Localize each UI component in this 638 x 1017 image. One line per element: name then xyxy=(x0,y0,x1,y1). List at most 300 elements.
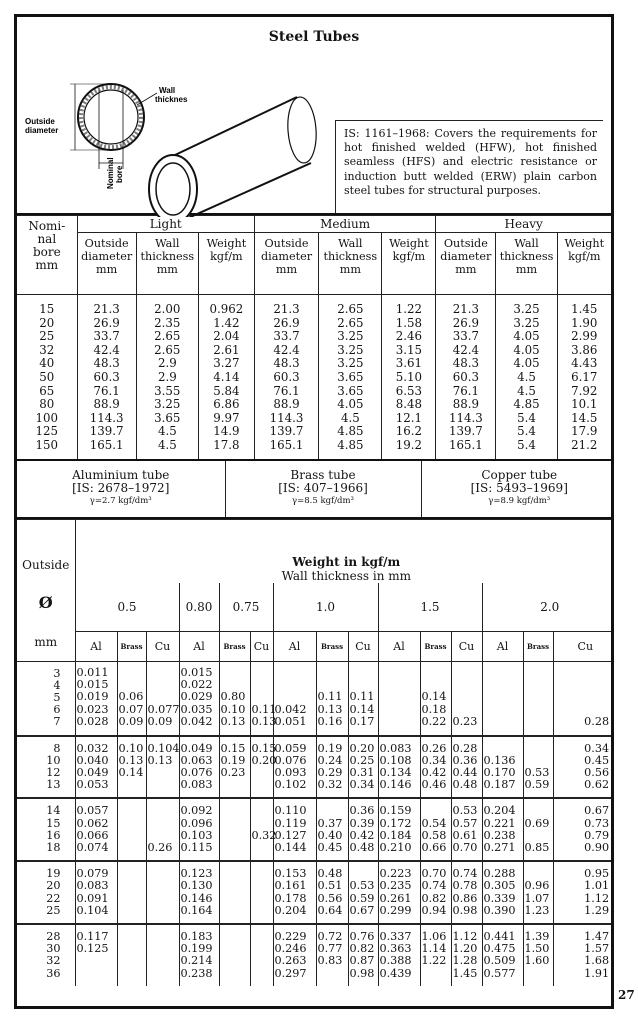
table-cell: 76.1 xyxy=(452,383,479,398)
table-cell: 0.261 xyxy=(379,891,412,905)
material-header: Brass xyxy=(219,631,250,661)
table-cell: 14.5 xyxy=(571,410,598,425)
table-cell: 30 xyxy=(46,942,61,956)
table-cell: 0.076 xyxy=(274,753,307,767)
thickness-0-75: 0.75 xyxy=(219,583,273,631)
table-cell: 1.68 xyxy=(584,954,610,968)
table-cell: 4.05 xyxy=(513,356,540,371)
table-cell xyxy=(221,905,250,917)
table-cell: 0.45 xyxy=(584,753,610,767)
table-cell: 3.25 xyxy=(154,397,181,412)
table-cell: 42.4 xyxy=(93,342,120,357)
table-cell: 19.2 xyxy=(395,437,423,452)
table-cell: 0.337 xyxy=(379,929,412,943)
table-cell: 8.48 xyxy=(395,397,423,412)
table-cell xyxy=(221,818,250,830)
table-cell xyxy=(453,667,482,679)
table-cell xyxy=(525,679,553,691)
table-cell: 0.187 xyxy=(483,778,516,792)
medium-wall-column xyxy=(319,295,382,459)
group-heavy: Heavy xyxy=(436,216,611,233)
table-cell: 1.28 xyxy=(452,954,478,968)
table-cell xyxy=(77,968,117,980)
table-cell: 0.13 xyxy=(251,714,277,728)
table-cell: 0.59 xyxy=(524,778,550,792)
table-cell: 0.204 xyxy=(483,804,516,818)
table-cell: 0.70 xyxy=(421,867,447,881)
medium-weight-column xyxy=(382,295,436,459)
copper-tube-info xyxy=(421,460,614,518)
weight-column xyxy=(75,736,117,799)
weight-column xyxy=(553,661,614,736)
weight-table-title xyxy=(75,519,614,583)
thickness-1-0: 1.0 xyxy=(273,583,378,631)
table-cell: 3.86 xyxy=(571,342,598,357)
table-cell xyxy=(484,716,523,728)
table-cell: 0.20 xyxy=(251,753,277,767)
table-cell: 3.25 xyxy=(337,356,364,371)
table-cell: 0.214 xyxy=(180,954,213,968)
table-cell: 60.3 xyxy=(452,369,479,384)
table-cell: 0.136 xyxy=(483,753,516,767)
weight-column xyxy=(451,798,482,861)
table-cell: 1.45 xyxy=(452,966,478,980)
table-cell: 0.339 xyxy=(483,891,516,905)
table-cell: 0.26 xyxy=(421,741,447,755)
table-cell: 0.16 xyxy=(317,714,343,728)
weight-column xyxy=(273,861,316,924)
table-cell: 0.42 xyxy=(421,765,447,779)
table-cell: 3.25 xyxy=(337,329,364,344)
table-cell xyxy=(252,691,273,703)
table-cell xyxy=(380,667,420,679)
table-cell: 0.61 xyxy=(452,828,478,842)
table-cell: 0.11 xyxy=(317,690,343,704)
weight-column xyxy=(523,661,553,736)
table-cell: 0.69 xyxy=(524,816,550,830)
table-cell: 5 xyxy=(53,690,61,704)
table-cell: 0.962 xyxy=(209,302,244,316)
table-cell: 0.09 xyxy=(118,714,144,728)
table-cell: 5.4 xyxy=(517,424,536,439)
nominal-bore-header: Nomi- nal bore mm xyxy=(17,216,77,295)
table-cell xyxy=(221,880,250,892)
table-cell: 0.115 xyxy=(180,840,213,854)
table-cell: 0.23 xyxy=(220,765,246,779)
table-cell: 2.46 xyxy=(395,329,423,344)
table-cell xyxy=(252,868,273,880)
table-cell: 0.509 xyxy=(483,954,516,968)
mm-label: mm xyxy=(34,634,58,649)
table-cell: 0.14 xyxy=(349,702,375,716)
table-cell: 0.09 xyxy=(147,714,173,728)
table-cell: 1.42 xyxy=(213,315,240,330)
table-cell: 2.61 xyxy=(213,342,240,357)
weight-column xyxy=(179,736,219,799)
table-cell: 8 xyxy=(53,741,61,755)
table-cell xyxy=(555,704,610,716)
material-header: Cu xyxy=(250,631,273,661)
aluminium-tube-info xyxy=(17,460,225,518)
weight-column xyxy=(451,661,482,736)
table-cell: 0.85 xyxy=(524,840,550,854)
table-cell: 12.1 xyxy=(395,410,423,425)
table-cell: 0.18 xyxy=(421,702,447,716)
weight-column xyxy=(146,861,179,924)
weight-column xyxy=(117,924,146,986)
table-cell: 139.7 xyxy=(269,424,304,439)
table-cell: 1.14 xyxy=(421,942,447,956)
table-cell: 1.23 xyxy=(524,903,550,917)
table-cell xyxy=(318,968,348,980)
table-cell: 0.79 xyxy=(584,828,610,842)
table-cell xyxy=(119,905,146,917)
weight-column xyxy=(219,736,250,799)
weight-column xyxy=(482,736,523,799)
table-cell: 0.06 xyxy=(118,690,144,704)
outside-diameter-column xyxy=(17,798,75,861)
weight-column xyxy=(117,861,146,924)
table-cell xyxy=(525,968,553,980)
table-cell xyxy=(525,743,553,755)
table-cell xyxy=(252,805,273,817)
material-header: Brass xyxy=(117,631,146,661)
weight-column xyxy=(146,736,179,799)
weight-column xyxy=(117,736,146,799)
table-cell xyxy=(148,679,179,691)
table-cell: 0.07 xyxy=(118,702,144,716)
table-cell: 0.441 xyxy=(483,929,516,943)
table-cell xyxy=(252,943,273,955)
table-cell: 0.31 xyxy=(349,765,375,779)
table-cell: 2.65 xyxy=(337,302,364,316)
table-cell: 80 xyxy=(39,397,55,412)
table-cell: 4.5 xyxy=(517,369,536,384)
metal-standard: [IS: 407–1966] xyxy=(278,481,368,496)
weight-column xyxy=(250,861,273,924)
weight-column xyxy=(75,924,117,986)
table-cell: 0.297 xyxy=(274,966,307,980)
table-cell xyxy=(221,805,250,817)
table-cell: 0.67 xyxy=(584,804,610,818)
heavy-wall-column xyxy=(496,295,557,459)
table-cell: 0.204 xyxy=(274,903,307,917)
table-cell xyxy=(525,805,553,817)
metal-standard: [IS: 2678–1972] xyxy=(72,481,170,496)
table-cell: 0.235 xyxy=(379,879,412,893)
table-cell xyxy=(148,968,179,980)
table-cell xyxy=(252,905,273,917)
table-cell: 0.238 xyxy=(180,966,213,980)
table-cell: 60.3 xyxy=(273,369,300,384)
table-cell: 0.11 xyxy=(251,702,277,716)
weight-column xyxy=(75,661,117,736)
table-cell: 1.12 xyxy=(584,891,610,905)
table-cell: 0.134 xyxy=(379,765,412,779)
weight-column xyxy=(250,736,277,799)
table-cell: 26.9 xyxy=(273,315,300,330)
table-cell: 16.2 xyxy=(395,424,423,439)
table-cell: 0.19 xyxy=(317,741,343,755)
table-cell: 0.20 xyxy=(349,741,375,755)
table-cell xyxy=(252,842,273,854)
table-cell: 0.48 xyxy=(317,867,343,881)
table-cell: 4.85 xyxy=(337,424,364,439)
table-cell: 3.25 xyxy=(337,342,364,357)
table-cell: 0.64 xyxy=(317,903,343,917)
table-cell xyxy=(119,931,146,943)
table-cell xyxy=(77,955,117,967)
page-title: Steel Tubes xyxy=(268,29,360,45)
table-cell: 0.015 xyxy=(180,666,213,680)
table-cell: 0.67 xyxy=(349,903,375,917)
table-cell: 0.42 xyxy=(349,828,375,842)
table-cell: 10 xyxy=(46,753,61,767)
table-cell: 1.20 xyxy=(452,942,478,956)
table-cell: 4.05 xyxy=(513,329,540,344)
table-cell: 4.5 xyxy=(157,437,177,452)
weight-column xyxy=(179,861,219,924)
table-cell: 0.34 xyxy=(584,741,610,755)
table-cell: 0.076 xyxy=(180,765,213,779)
table-cell: 114.3 xyxy=(269,410,304,425)
table-cell: 5.10 xyxy=(395,369,423,384)
weight-column xyxy=(451,924,482,986)
table-cell: 0.238 xyxy=(483,828,516,842)
table-cell: 19 xyxy=(46,867,61,881)
table-cell: 0.229 xyxy=(274,929,307,943)
table-cell: 33.7 xyxy=(273,329,300,344)
table-cell xyxy=(221,931,250,943)
table-cell: 5.4 xyxy=(517,410,536,425)
table-cell xyxy=(119,779,146,791)
nominal-bore-label: Nominalbore xyxy=(106,157,124,189)
table-cell: 4.43 xyxy=(571,356,598,371)
table-cell: 0.95 xyxy=(584,867,610,881)
table-cell: 42.4 xyxy=(452,342,479,357)
table-cell: 2.00 xyxy=(154,302,181,316)
table-cell xyxy=(484,679,523,691)
table-cell: 15 xyxy=(46,816,61,830)
thickness-0-5: 0.5 xyxy=(75,583,179,631)
table-cell: 0.577 xyxy=(483,966,516,980)
table-cell xyxy=(380,679,420,691)
table-cell xyxy=(148,691,179,703)
weight-column xyxy=(523,861,553,924)
table-cell: 36 xyxy=(46,966,61,980)
table-cell: 0.183 xyxy=(180,929,213,943)
table-cell xyxy=(221,667,250,679)
material-header: Al xyxy=(378,631,420,661)
table-cell: 9.97 xyxy=(213,410,240,425)
table-cell: 33.7 xyxy=(452,329,479,344)
metal-name: Brass tube xyxy=(290,468,356,483)
table-cell: 0.096 xyxy=(180,816,213,830)
table-cell: 0.104 xyxy=(76,903,109,917)
table-cell: 139.7 xyxy=(89,424,124,439)
col-header-outside-diameter: Outside diameter mm xyxy=(77,233,136,295)
table-cell: 1.60 xyxy=(524,954,550,968)
weight-column xyxy=(273,924,316,986)
table-cell xyxy=(252,667,273,679)
table-cell: 0.76 xyxy=(349,929,375,943)
table-cell xyxy=(453,679,482,691)
table-cell: 60.3 xyxy=(93,369,120,384)
table-cell: 0.57 xyxy=(452,816,478,830)
metal-tube-standards xyxy=(17,459,614,519)
col-header-outside-diameter: Outside diameter mm xyxy=(436,233,496,295)
table-cell: 0.092 xyxy=(180,804,213,818)
weight-column xyxy=(378,661,420,736)
table-cell: 0.178 xyxy=(274,891,307,905)
outside-label: Outside xyxy=(22,557,70,572)
table-cell: 0.103 xyxy=(180,828,213,842)
table-cell xyxy=(148,767,179,779)
weight-column xyxy=(378,736,420,799)
table-cell: 4.5 xyxy=(157,424,177,439)
table-cell: 0.083 xyxy=(180,778,213,792)
table-cell: 18 xyxy=(46,840,61,854)
table-cell: 48.3 xyxy=(93,356,120,371)
table-cell: 0.40 xyxy=(317,828,343,842)
table-cell: 1.58 xyxy=(395,315,423,330)
table-cell: 12 xyxy=(46,765,61,779)
table-cell xyxy=(252,767,273,779)
table-cell: 0.019 xyxy=(76,690,109,704)
table-cell: 0.19 xyxy=(220,753,246,767)
table-cell: 3.15 xyxy=(395,342,423,357)
table-cell: 0.37 xyxy=(317,816,343,830)
col-header-wall-thickness: Wall thickness mm xyxy=(136,233,198,295)
table-cell: 0.29 xyxy=(317,765,343,779)
table-cell: 0.146 xyxy=(379,778,412,792)
table-cell: 0.51 xyxy=(317,879,343,893)
table-cell xyxy=(275,667,316,679)
table-cell: 65 xyxy=(39,383,55,398)
table-cell: 1.01 xyxy=(584,879,610,893)
table-cell: 0.36 xyxy=(349,804,375,818)
table-cell xyxy=(148,818,179,830)
table-cell: 13 xyxy=(46,778,61,792)
steel-data-row xyxy=(17,295,611,459)
table-cell: 3.65 xyxy=(154,410,181,425)
table-cell: 0.53 xyxy=(452,804,478,818)
weight-column xyxy=(219,861,250,924)
table-cell: 0.72 xyxy=(317,929,343,943)
table-cell: 1.50 xyxy=(524,942,550,956)
table-cell: 21.3 xyxy=(452,302,479,316)
table-cell: 28 xyxy=(46,929,61,943)
weight-column xyxy=(420,736,451,799)
weight-column xyxy=(75,798,117,861)
table-cell: 1.47 xyxy=(584,929,610,943)
table-cell xyxy=(148,880,179,892)
table-cell: 0.042 xyxy=(274,702,307,716)
table-cell: 0.119 xyxy=(274,816,307,830)
table-cell: 0.77 xyxy=(317,942,343,956)
table-cell: 33.7 xyxy=(93,329,120,344)
table-cell: 0.123 xyxy=(180,867,213,881)
table-cell xyxy=(484,743,523,755)
table-cell: 0.26 xyxy=(147,840,173,854)
material-header: Cu xyxy=(348,631,378,661)
material-header: Cu xyxy=(451,631,482,661)
weight-group-row xyxy=(17,861,614,924)
material-header: Cu xyxy=(146,631,179,661)
table-cell: 0.091 xyxy=(76,891,109,905)
table-cell: 48.3 xyxy=(452,356,479,371)
weight-column xyxy=(348,736,378,799)
weight-group-row xyxy=(17,798,614,861)
table-cell: 0.164 xyxy=(180,903,213,917)
table-cell xyxy=(119,955,146,967)
table-cell xyxy=(484,667,523,679)
table-cell: 0.029 xyxy=(180,690,213,704)
table-cell: 2.99 xyxy=(571,329,598,344)
table-cell: 6 xyxy=(53,703,61,717)
table-cell xyxy=(221,779,250,791)
weight-column xyxy=(219,798,250,861)
table-cell: 0.14 xyxy=(421,690,447,704)
table-cell: 125 xyxy=(35,424,59,439)
table-cell xyxy=(318,667,348,679)
table-cell: 0.011 xyxy=(76,666,109,680)
table-cell: 0.077 xyxy=(147,702,180,716)
weight-column xyxy=(378,924,420,986)
table-cell: 5.84 xyxy=(213,383,240,398)
table-cell: 1.91 xyxy=(584,966,610,980)
brass-tube-info xyxy=(225,460,421,518)
table-cell xyxy=(119,943,146,955)
table-cell: 76.1 xyxy=(273,383,300,398)
table-cell xyxy=(119,818,146,830)
table-cell: 0.475 xyxy=(483,942,516,956)
table-cell xyxy=(252,779,273,791)
table-cell: 1.22 xyxy=(395,302,423,316)
table-cell: 0.74 xyxy=(421,879,447,893)
weight-column xyxy=(482,798,523,861)
table-cell xyxy=(555,691,610,703)
table-cell: 20 xyxy=(46,879,61,893)
table-cell: 0.051 xyxy=(274,714,307,728)
table-cell xyxy=(525,667,553,679)
table-cell xyxy=(148,667,179,679)
table-cell: 15 xyxy=(39,302,55,316)
table-cell: 0.11 xyxy=(349,690,375,704)
table-cell: 0.035 xyxy=(180,702,213,716)
weight-column xyxy=(482,861,523,924)
metal-density: γ=8.9 kgf/dm³ xyxy=(488,496,551,507)
outside-diameter-column xyxy=(17,736,75,799)
table-cell: 0.015 xyxy=(76,678,109,692)
material-header: Cu xyxy=(553,631,614,661)
tube-figure xyxy=(25,77,325,217)
table-cell: 2.9 xyxy=(157,356,177,371)
table-cell: 0.062 xyxy=(76,816,109,830)
table-cell: 0.083 xyxy=(379,741,412,755)
table-cell xyxy=(555,667,610,679)
table-cell xyxy=(148,943,179,955)
table-cell: 0.053 xyxy=(76,778,109,792)
light-weight-column xyxy=(198,295,254,459)
table-cell: 0.127 xyxy=(274,828,307,842)
table-cell: 7.92 xyxy=(571,383,598,398)
table-cell: 165.1 xyxy=(269,437,304,452)
weight-column xyxy=(117,798,146,861)
diameter-symbol: Ø xyxy=(38,592,53,612)
table-cell: 0.62 xyxy=(584,778,610,792)
table-cell: 48.3 xyxy=(273,356,300,371)
